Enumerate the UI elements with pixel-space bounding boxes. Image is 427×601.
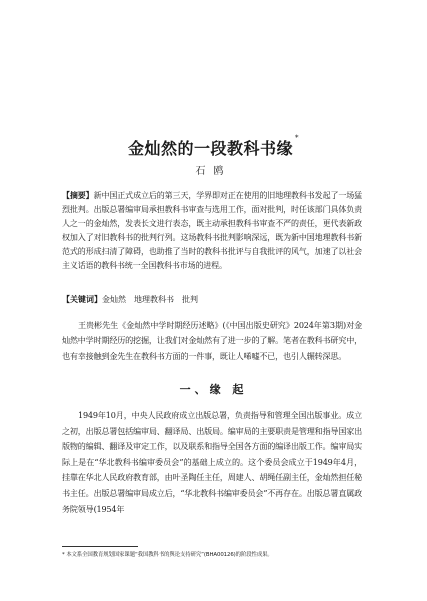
footnote: * 本文系全国教育规划国家课题“我国教科书的舆论支持研究”(BHA00126)的阶段性成果。 — [62, 552, 273, 558]
intro-paragraph: 王贵彬先生《金灿然中学时期经历述略》(《中国出版史研究》2024年第3期)对金灿然中学时期经历的挖掘，让我们对金灿然有了进一步的了解。笔者在教科书研究中，也有幸接触到金先生在教科书方面的一件事，既让人唏嘘不已，也引人辗转深思。 — [62, 320, 362, 361]
keyword: 批判 — [182, 295, 198, 304]
keyword: 金灿然 — [102, 295, 126, 304]
abstract-text: 新中国正式成立后的第三天，学界即对正在使用的旧地理教科书发起了一场猛烈批判。出版总署编审局承担教科书审查与选用工作，面对批判，时任该部门具体负责人之一的金灿然，发表长文进行表态，既主动承担教科书审查不严的责任，更代表新政权加入了对旧教科书的批判行列。这场教科书批判影响深远，既为新中国地理教科书新范式的形成扫清了障碍，也助推了当时的教科书批评与自我批评的风气，加速了以社会主义话语的教科书统一全国教科书市场的进程。 — [62, 191, 362, 271]
body-paragraph: 1949年10月，中央人民政府成立出版总署，负责指导和管理全国出版事业。成立之初，出版总署包括编审局、翻译局、出版局。编审局的主要职责是管理和指导国家出版物的编辑、翻译及审定工作，以及联系和指导全国各方面的编译出版工作。编审局实际上是在“华北教科书编审委员会”的基础上成立的。这个委员会成立于1949年4月，挂靠在华北人民政府教育部，由叶圣陶任主任，周建人、胡绳任副主任，金灿然担任秘书主任。出版总署编审局成立后，“华北教科书编审委员会”不再存在。出版总署直属政务院领导(1954年 — [62, 410, 362, 514]
title-footnote-mark: * — [295, 134, 299, 142]
footnote-divider — [62, 546, 138, 547]
keyword: 地理教科书 — [134, 295, 174, 304]
abstract-label: 【摘要】 — [62, 191, 94, 200]
section-body — [62, 408, 362, 517]
article-title-text: 金灿然的一段教科书缘 — [127, 139, 293, 158]
article-title — [0, 136, 427, 159]
section-heading: 一、缘 起 — [179, 383, 248, 396]
abstract — [62, 189, 362, 274]
keywords — [62, 293, 362, 307]
author-name: 石鸥 — [195, 166, 232, 177]
keywords-label: 【关键词】 — [62, 295, 102, 304]
